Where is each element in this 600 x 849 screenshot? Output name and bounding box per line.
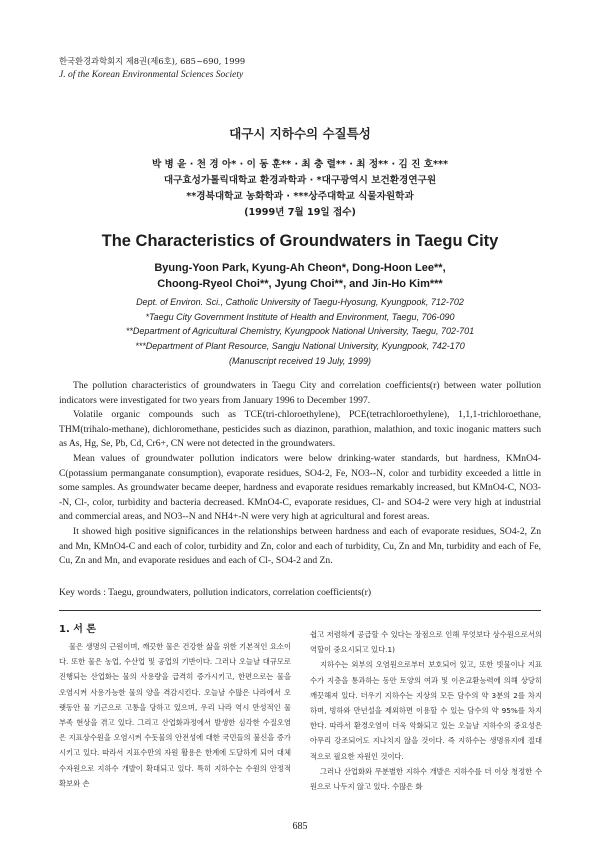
intro-paragraph-3: 그러나 산업화와 무분별한 지하수 개발은 지하수를 더 이상 청정한 수원으로 나두지 않고 있다. 수많은 화	[310, 766, 542, 792]
korean-received-date: (1999년 7월 19일 접수)	[244, 207, 356, 218]
intro-paragraph-1-continued: 쉽고 저렴하게 공급할 수 있다는 장점으로 인해 무엇보다 상수원으로서의 역할이 중요시되고 있다.1)	[310, 630, 542, 655]
english-authors-line-1: Byung-Yoon Park, Kyung-Ah Cheon*, Dong-Hoon Lee**,	[154, 262, 446, 274]
english-affiliation-1: Dept. of Environ. Sci., Catholic University of Taegu-Hyosung, Kyungpook, 712-702	[136, 297, 464, 307]
english-author-block	[0, 260, 600, 292]
english-authors-line-2: Choong-Ryeol Choi**, Jyung Choi**, and Jin-Ho Kim***	[157, 278, 443, 290]
english-affiliation-4: ***Department of Plant Resource, Sangju National University, Kyungpook, 742-170	[135, 341, 465, 352]
section-divider	[59, 610, 541, 611]
journal-name-en: J. of the Korean Environmental Sciences Society	[59, 70, 244, 80]
abstract	[59, 379, 541, 569]
abstract-paragraph-3: Mean values of groundwater pollution indicators were below drinking-water standards, but hardness, KMnO4-C(potassium permanganate consumption), evaporate residues, SO4-2, Fe, NO3--N, color and turbidity exceeded a little in some samples. As groundwater became deeper, hardness and evaporate residues remarkably increased, but KMnO4-C, NO3--N, Cl-, color, turbidity and bacteria decreased. KMnO4-C, evaporate residues, Cl- and SO4-2 were very high at industrial and commercial areas, and NO3--N and NH4+-N were very high at agricultural and forest areas.	[59, 452, 541, 523]
korean-affiliation-1: 대구효성가톨릭대학교 환경과학과 · *대구광역시 보건환경연구원	[163, 175, 437, 186]
keywords: Key words : Taegu, groundwaters, pollution indicators, correlation coefficients(r)	[59, 587, 372, 598]
english-affiliations	[0, 295, 600, 369]
body-column-left	[59, 622, 291, 791]
english-affiliation-3: **Department of Agricultural Chemistry, Kyungpook National University, Taegu, 702-701	[125, 326, 475, 337]
abstract-paragraph-1: The pollution characteristics of groundwaters in Taegu City and correlation coefficients(r) between water pollution indicators were investigated for two years from January 1996 to December 1997.	[59, 380, 541, 406]
korean-affiliation-2: **경북대학교 농화학과 · ***상주대학교 식물자원학과	[186, 191, 414, 202]
journal-header	[59, 54, 245, 82]
english-affiliation-2: *Taegu City Government Institute of Health and Environment, Taegu, 706-090	[145, 311, 455, 322]
intro-paragraph-2: 지하수는 외부의 오염원으로부터 보호되어 있고, 또한 빗물이나 지표수가 지층을 통과하는 동안 토양의 여과 및 이온교환능력에 의해 상당히 깨끗해져 있다. 더우기 지하수는 지상의 모든 담수의 약 3분의 2를 차지하며, 빙하와 만년설을 제외하면 이용할 수 있는 담수의 약 95%를 차지한다. 따라서 환경오염이 더욱 악화되고 있는 오늘날 지하수의 중요성은 아무리 강조되어도 지나치지 않을 것이다. 즉 지하수는 생명유지에 절대적으로 필요한 자원인 것이다.	[310, 660, 542, 761]
page-number: 685	[292, 821, 308, 832]
korean-authors: 박 병 윤 · 천 경 아* · 이 동 훈** · 최 충 렬** · 최 정** · 김 진 호***	[151, 159, 449, 170]
english-received-date: (Manuscript received 19 July, 1999)	[229, 355, 371, 366]
abstract-paragraph-2: Volatile organic compounds such as TCE(tri-chloroethylene), PCE(tetrachloroethylene), 1,1,1-trichloroethane, THM(trihalo-methane), dichloromethane, pesticides such as diazinon, parathion, malathion, and toxic inoganic matters such as As, Hg, Se, Pb, Cd, Cr6+, CN were not detected in the groundwaters.	[59, 409, 541, 450]
abstract-paragraph-4: It showed high positive significances in the relationships between hardness and each of evaporate residues, SO4-2, Zn and Mn, KMnO4-C and each of color, turbidity and Zn, color and each of turbidity, Cu, Zn and Mn, turbidity and each of Fe, Cu, Zn and Mn, and evaporate residues and each of Cl-, SO4-2 and Zn.	[59, 525, 541, 567]
korean-title: 대구시 지하수의 수질특성	[229, 126, 371, 141]
section-heading-introduction: 1. 서 론	[59, 624, 97, 635]
english-title: The Characteristics of Groundwaters in Taegu City	[101, 232, 499, 250]
journal-citation-kr: 한국환경과학회지 제8권(제6호), 685~690, 1999	[59, 56, 246, 66]
korean-author-block	[0, 157, 600, 221]
body-column-right	[310, 627, 542, 794]
intro-paragraph-1: 물은 생명의 근원이며, 깨끗한 물은 건강한 삶을 위한 기본적인 요소이다. 또한 물은 농업, 수산업 및 공업의 기반이다. 그러나 오늘날 대규모로 진행되는 산업화는 물의 사용량을 급격히 증가시키고, 한편으로는 물을 오염시켜 사용가능한 물의 양을 격감시킨다. 오늘날 수많은 나라에서 오랫동안 물 기근으로 고통을 당하고 있으며, 우리 나라 역시 만성적인 물 부족 현상을 겪고 있다. 그리고 산업화과정에서 발생한 심각한 수질오염은 지표상수원을 오염시켜 수돗물의 안전성에 대한 국민들의 불신을 증가시키고 있다. 따라서 지표수만의 자원 활용은 한계에 도달하게 되어 대체 수자원으로 지하수 개발이 확대되고 있다. 특히 지하수는 수원의 안정적 확보와 손	[59, 642, 291, 788]
